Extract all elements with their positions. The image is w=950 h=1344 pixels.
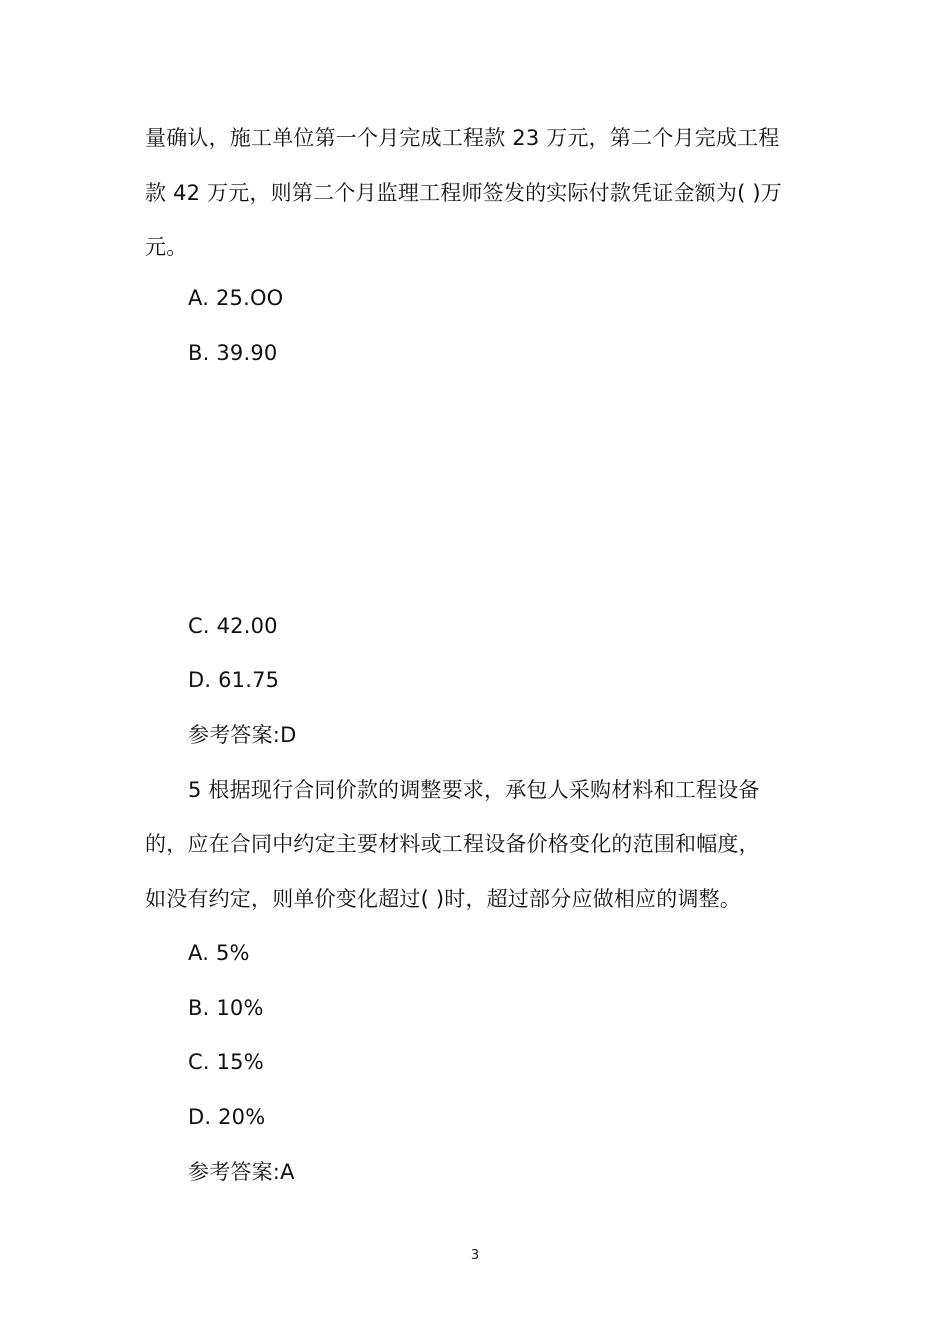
q5-option-b: B. 10%: [188, 996, 264, 1020]
q5-stem-line-3: 如没有约定，则单价变化超过( )时，超过部分应做相应的调整。: [145, 887, 742, 911]
q4-stem-line-2: 款 42 万元，则第二个月监理工程师签发的实际付款凭证金额为( )万: [145, 181, 782, 205]
q5-stem-line-2: 的，应在合同中约定主要材料或工程设备价格变化的范围和幅度，: [145, 832, 760, 856]
q5-option-d: D. 20%: [188, 1105, 266, 1129]
q4-answer: 参考答案:D: [188, 723, 297, 747]
q4-option-b: B. 39.90: [188, 341, 278, 365]
q4-option-c: C. 42.00: [188, 614, 278, 638]
q5-option-a: A. 5%: [188, 941, 250, 965]
q5-option-c: C. 15%: [188, 1050, 264, 1074]
q5-stem-line-1: 5 根据现行合同价款的调整要求，承包人采购材料和工程设备: [188, 778, 760, 802]
q4-option-d: D. 61.75: [188, 668, 280, 692]
q4-stem-line-1: 量确认，施工单位第一个月完成工程款 23 万元，第二个月完成工程: [145, 126, 780, 150]
q4-option-a: A. 25.OO: [188, 286, 284, 310]
q4-stem-line-3: 元。: [145, 235, 188, 259]
page-number: 3: [470, 1248, 480, 1263]
q5-answer: 参考答案:A: [188, 1160, 295, 1184]
